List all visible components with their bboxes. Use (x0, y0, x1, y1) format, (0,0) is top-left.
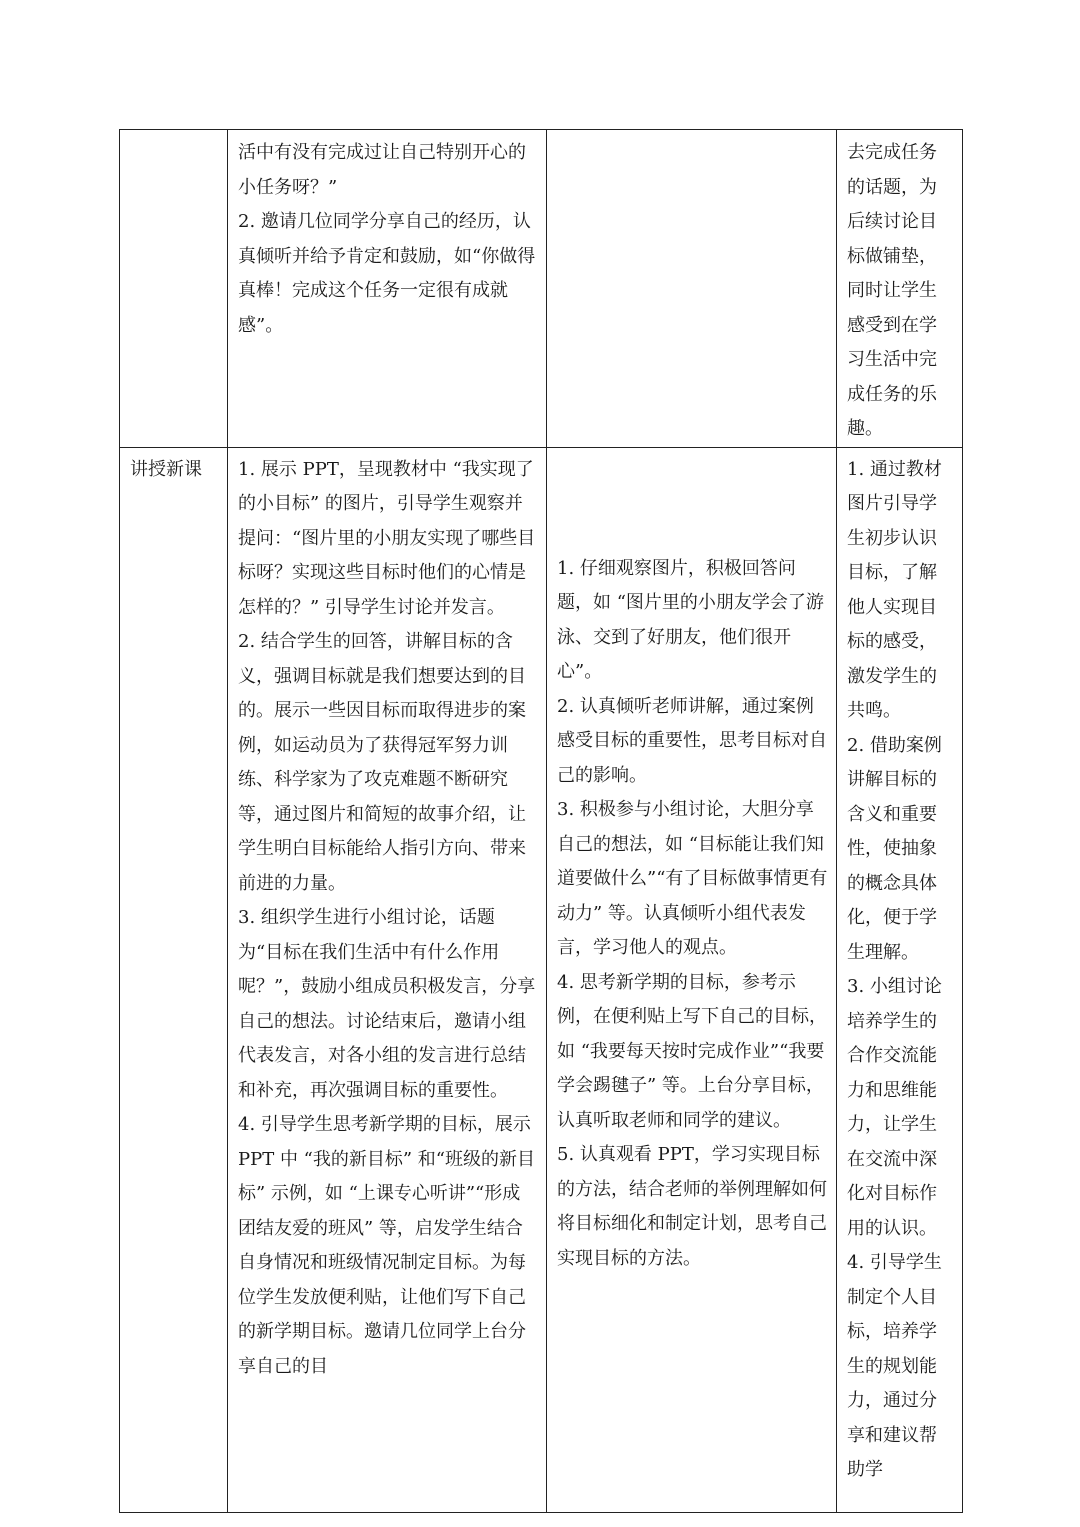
intent-paragraph: 2. 借助案例讲解目标的含义和重要性，使抽象的概念具体化，便于学生理解。 (847, 734, 942, 963)
teacher-paragraph: 3. 组织学生进行小组讨论，话题为“目标在我们生活中有什么作用呢？”，鼓励小组成员积极发言，分享自己的想法。讨论结束后，邀请小组代表发言，对各小组的发言进行总结和补充，再次强调目标的重要性。 (238, 907, 536, 1101)
student-activity-cell (547, 130, 837, 448)
student-paragraph: 3. 积极参与小组讨论，大胆分享自己的想法，如 “目标能让我们知道要做什么”“有了目标做事情更有动力” 等。认真倾听小组代表发言，学习他人的观点。 (557, 799, 828, 958)
phase-cell (120, 130, 228, 448)
student-activity-cell (547, 447, 837, 1512)
table-row (120, 447, 963, 1512)
teacher-paragraph: 2. 结合学生的回答，讲解目标的含义，强调目标就是我们想要达到的目的。展示一些因目标而取得进步的案例，如运动员为了获得冠军努力训练、科学家为了攻克难题不断研究等，通过图片和简短的故事介绍，让学生明白目标能给人指引方向、带来前进的力量。 (238, 631, 526, 894)
teacher-paragraph: 2. 邀请几位同学分享自己的经历，认真倾听并给予肯定和鼓励，如“你做得真棒！完成这个任务一定很有成就感”。 (238, 211, 536, 336)
intent-paragraph: 去完成任务的话题，为后续讨论目标做铺垫，同时让学生感受到在学习生活中完成任务的乐趣。 (847, 142, 937, 439)
teacher-activity-cell (228, 447, 547, 1512)
intent-paragraph: 3. 小组讨论培养学生的合作交流能力和思维能力，让学生在交流中深化对目标作用的认识。 (847, 976, 942, 1239)
design-intent-cell (837, 447, 963, 1512)
phase-cell: 讲授新课 (120, 447, 228, 1512)
teacher-activity-cell (228, 130, 547, 448)
student-paragraph: 4. 思考新学期的目标，参考示例，在便利贴上写下自己的目标，如 “我要每天按时完成作业”“我要学会踢毽子” 等。上台分享目标，认真听取老师和同学的建议。 (557, 971, 827, 1131)
intent-paragraph: 4. 引导学生制定个人目标，培养学生的规划能力，通过分享和建议帮助学 (847, 1252, 942, 1480)
teacher-paragraph: 4. 引导学生思考新学期的目标，展示 PPT 中 “我的新目标” 和“班级的新目标” 示例，如 “上课专心听讲”“形成团结友爱的班风” 等，启发学生结合自身情况和班级情况制定目标。为每位学生发放便利贴，让他们写下自己的新学期目标。邀请几位同学上台分享自己的目 (238, 1114, 535, 1377)
student-paragraph: 2. 认真倾听老师讲解，通过案例感受目标的重要性，思考目标对自己的影响。 (557, 695, 827, 786)
intent-paragraph: 1. 通过教材图片引导学生初步认识目标，了解他人实现目标的感受，激发学生的共鸣。 (847, 458, 942, 721)
student-paragraph: 5. 认真观看 PPT，学习实现目标的方法，结合老师的举例理解如何将目标细化和制定计划，思考自己实现目标的方法。 (557, 1144, 827, 1269)
teacher-paragraph: 1. 展示 PPT，呈现教材中 “我实现了的小目标” 的图片，引导学生观察并提问：“图片里的小朋友实现了哪些目标呀？实现这些目标时他们的心情是怎样的？” 引导学生讨论并发言。 (238, 458, 536, 618)
lesson-plan-table (119, 129, 963, 1513)
student-paragraph: 1. 仔细观察图片，积极回答问题，如 “图片里的小朋友学会了游泳、交到了好朋友，他们很开心”。 (557, 557, 824, 682)
table-row (120, 130, 963, 448)
teacher-paragraph: 活中有没有完成过让自己特别开心的小任务呀？” (238, 142, 526, 198)
design-intent-cell (837, 130, 963, 448)
